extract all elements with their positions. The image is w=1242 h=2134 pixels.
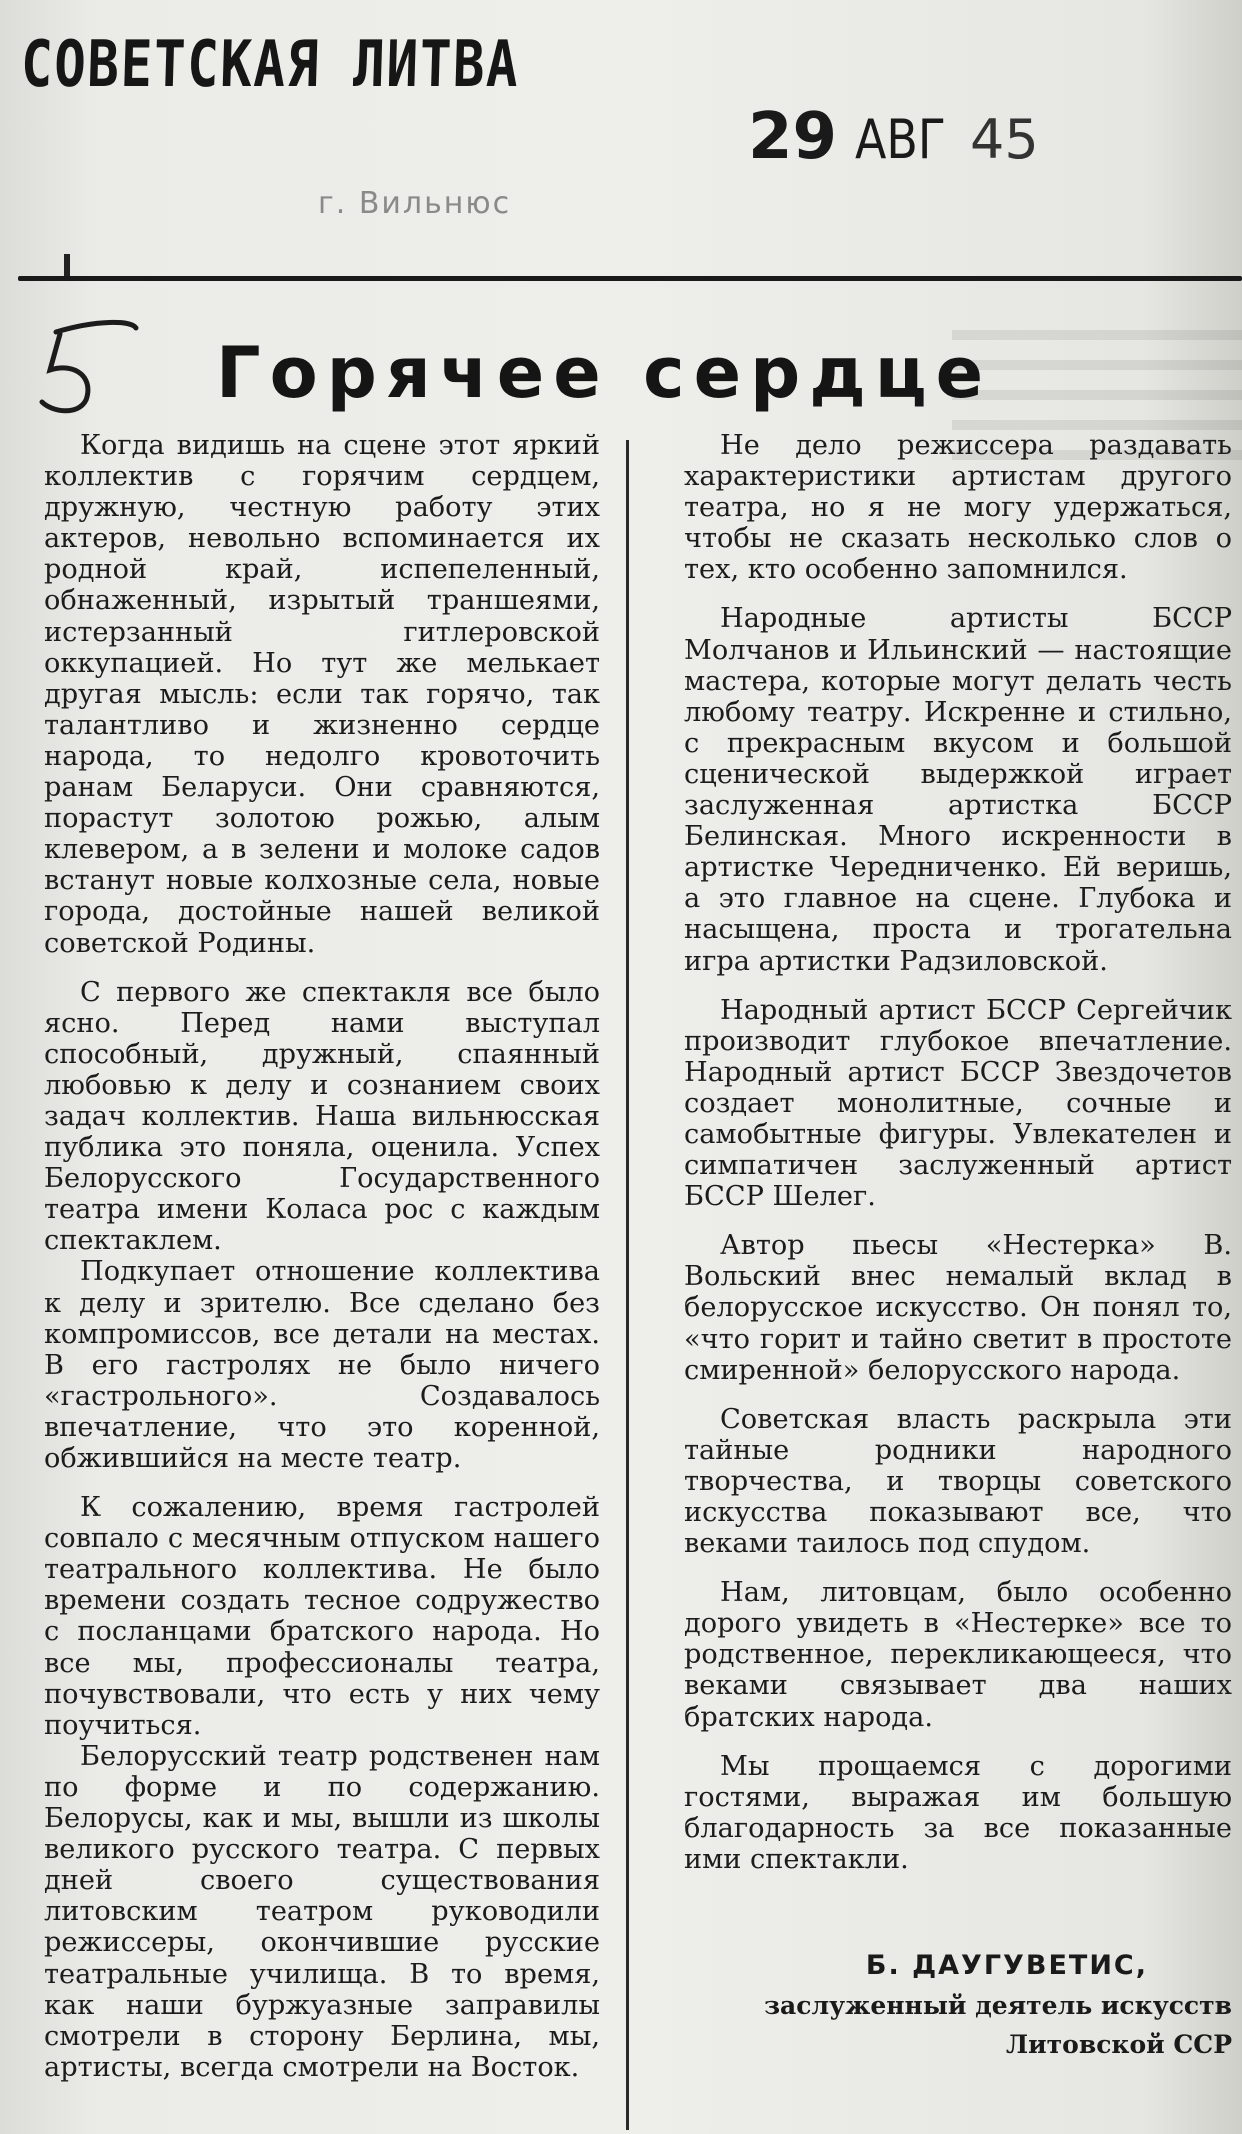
article-column-right — [684, 430, 1232, 1875]
paragraph: Советская власть раскрыла эти тайные родники народного творчества, и творцы советского искусства показывают все, что веками таилось под спудом. — [684, 1403, 1232, 1560]
newspaper-masthead-stamp: СОВЕТСКАЯ ЛИТВА — [19, 28, 521, 102]
article-column-left — [44, 430, 600, 2083]
author-title: заслуженный деятель искусств — [764, 1991, 1232, 2020]
paragraph: Когда видишь на сцене этот яркий коллектив с горячим сердцем, дружную, честную работу этих актеров, невольно вспоминается их родной край, испепеленный, обнаженный, изрытый траншеями, истерзанный гитлеровской оккупацией. Но тут же мелькает другая мысль: если так горячо, так талантливо и жизненно сердце народа, то недолго кровоточить ранам Беларуси. Они сравняются, порастут золотою рожью, алым клевером, а в зелени и молоке садов встанут новые колхозные села, новые города, достойные нашей великой советской Родины. — [44, 430, 600, 959]
author-signature — [684, 1950, 1232, 2059]
paragraph: Подкупает отношение коллектива к делу и зрителю. Все сделано без компромиссов, все детали на местах. В его гастролях не было ничего «гастрольного». Создавалось впечатление, что это коренной, обжившийся на месте театр. — [44, 1256, 600, 1474]
paragraph: К сожалению, время гастролей совпало с месячным отпуском нашего театрального коллектива. Не было времени создать тесное содружество с посланцами братского народа. Но все мы, профессионалы театра, почувствовали, что есть у них чему поучиться. — [44, 1492, 600, 1741]
date-year: 45 — [969, 108, 1039, 171]
date-day: 29 — [748, 100, 838, 174]
paragraph: Мы прощаемся с дорогими гостями, выражая им большую благодарность за все показанные ими спектакли. — [684, 1750, 1232, 1875]
paragraph: Нам, литовцам, было особенно дорого увидеть в «Нестерке» все то родственное, перекликающееся, что веками связывает два наших братских народа. — [684, 1577, 1232, 1733]
paragraph: Народный артист БССР Сергейчик производит глубокое впечатление. Народный артист БССР Звездочетов создает монолитные, сочные и самобытные фигуры. Увлекателен и симпатичен заслуженный артист БССР Шелег. — [684, 994, 1232, 1213]
handwritten-mark — [36, 312, 146, 422]
paragraph: Народные артисты БССР Молчанов и Ильинский — настоящие мастера, которые могут делать честь любому театру. Искренне и стильно, с прекрасным вкусом и большой сценической выдержкой играет заслуженная артистка БССР Белинская. Много искренности в артистке Чередниченко. Ей веришь, а это главное на сцене. Глубока и насыщена, проста и трогательна игра артистки Радзиловской. — [684, 603, 1232, 977]
article-headline: Горячее сердце — [216, 332, 993, 414]
paragraph: Автор пьесы «Нестерка» В. Вольский внес немалый вклад в белорусское искусство. Он понял то, «что горит и тайно светит в простоте смиренной» белорусского народа. — [684, 1230, 1232, 1386]
paragraph: Белорусский театр родственен нам по форме и по содержанию. Белорусы, как и мы, вышли из школы великого русского театра. С первых дней своего существования литовским театром руководили режиссеры, окончившие русские театральные училища. В то время, как наши буржуазные заправилы смотрели в сторону Берлина, мы, артисты, всегда смотрели на Восток. — [44, 1740, 600, 2083]
author-name: Б. ДАУГУВЕТИС, — [865, 1950, 1148, 1981]
date-month: АВГ — [855, 108, 946, 171]
date-stamp — [748, 100, 1039, 174]
city-stamp: г. Вильнюс — [318, 186, 512, 221]
author-organization: Литовской ССР — [1006, 2030, 1232, 2059]
paragraph: Не дело режиссера раздавать характеристики артистам другого театра, но я не могу удержаться, чтобы не сказать несколько слов о тех, кто особенно запомнился. — [684, 430, 1232, 586]
header-rule — [18, 276, 1242, 281]
rule-tick — [64, 254, 70, 276]
column-divider — [626, 440, 629, 2130]
paragraph: С первого же спектакля все было ясно. Перед нами выступал способный, дружный, спаянный любовью к делу и сознанием своих задач коллектив. Наша вильнюсская публика это поняла, оценила. Успех Белорусского Государственного театра имени Коласа рос с каждым спектаклем. — [44, 976, 600, 1257]
